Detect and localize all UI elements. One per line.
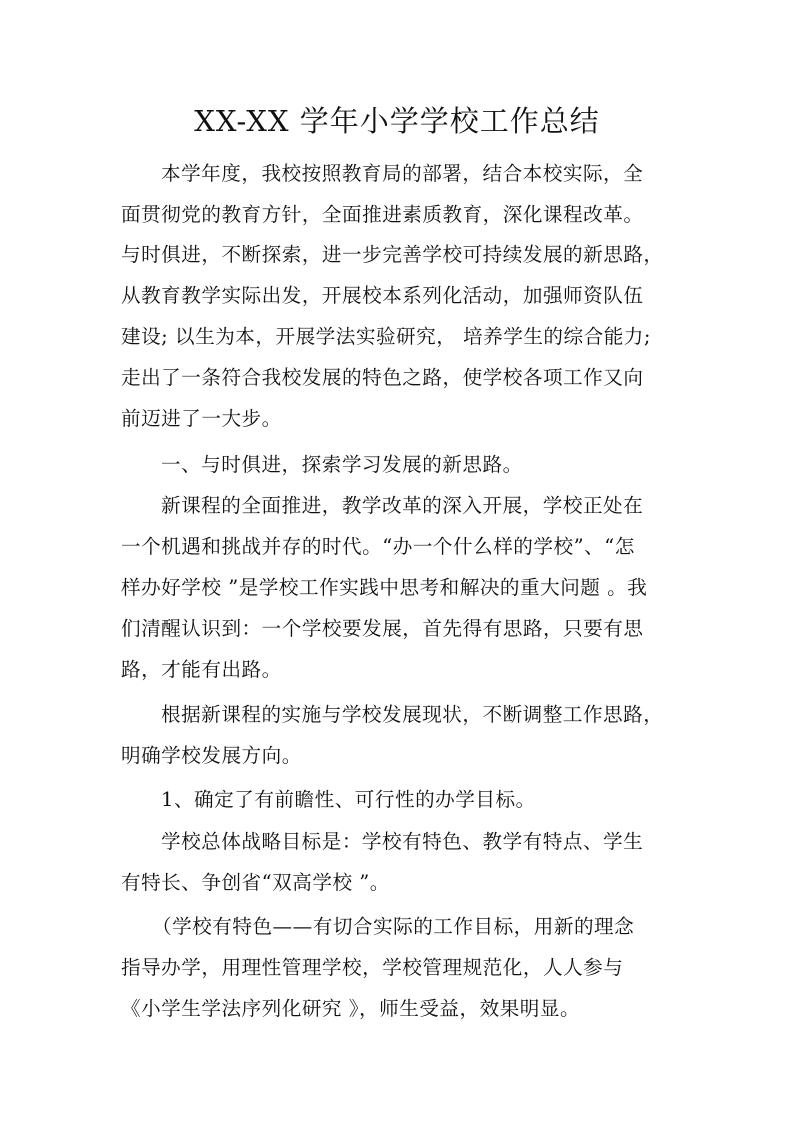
paragraph-line: 根据新课程的实施与学校发展现状，不断调整工作思路， [161, 703, 664, 726]
paragraph-line: 路，才能有出路。 [121, 658, 282, 681]
paragraph-line: （学校有特色——有切合实际的工作目标，用新的理念 [152, 915, 635, 938]
paragraph-line: 一个机遇和挑战并存的时代。“办一个什么样的学校”、“怎 [121, 535, 635, 558]
document-title: XX-XX 学年小学学校工作总结 [194, 104, 600, 138]
paragraph-line: 指导办学，用理性管理学校，学校管理规范化，人人参与 [121, 956, 624, 979]
paragraph-line: 们清醒认识到：一个学校要发展，首先得有思路，只要有思 [121, 617, 644, 640]
section-heading: 一、与时俱进，探索学习发展的新思路。 [161, 453, 523, 476]
paragraph-line: 面贯彻党的教育方针，全面推进素质教育，深化课程改革。 [121, 203, 644, 226]
subsection-heading: 1、确定了有前瞻性、可行性的办学目标。 [161, 788, 536, 811]
paragraph-line: 建设; 以生为本，开展学法实验研究， 培养学生的综合能力; [121, 325, 652, 348]
paragraph-line: 本学年度，我校按照教育局的部署，结合本校实际，全 [161, 162, 644, 185]
paragraph-line: 学校总体战略目标是：学校有特色、教学有特点、学生 [161, 830, 644, 853]
paragraph-line: 新课程的全面推进，教学改革的深入开展，学校正处在 [161, 494, 644, 517]
paragraph-line: 走出了一条符合我校发展的特色之路，使学校各项工作又向 [121, 366, 644, 389]
paragraph-line: 从教育教学实际出发，开展校本系列化活动，加强师资队伍 [121, 284, 644, 307]
paragraph-line: 样办好学校 ”是学校工作实践中思考和解决的重大问题 。我 [121, 576, 648, 599]
paragraph-line: 前迈进了一大步。 [121, 407, 282, 430]
paragraph-line: 与时俱进，不断探索，进一步完善学校可持续发展的新思路， [121, 243, 664, 266]
paragraph-line: 明确学校发展方向。 [121, 744, 302, 767]
paragraph-line: 《小学生学法序列化研究 》，师生受益，效果明显。 [121, 997, 581, 1020]
paragraph-line: 有特长、争创省“双高学校 ”。 [121, 871, 390, 894]
